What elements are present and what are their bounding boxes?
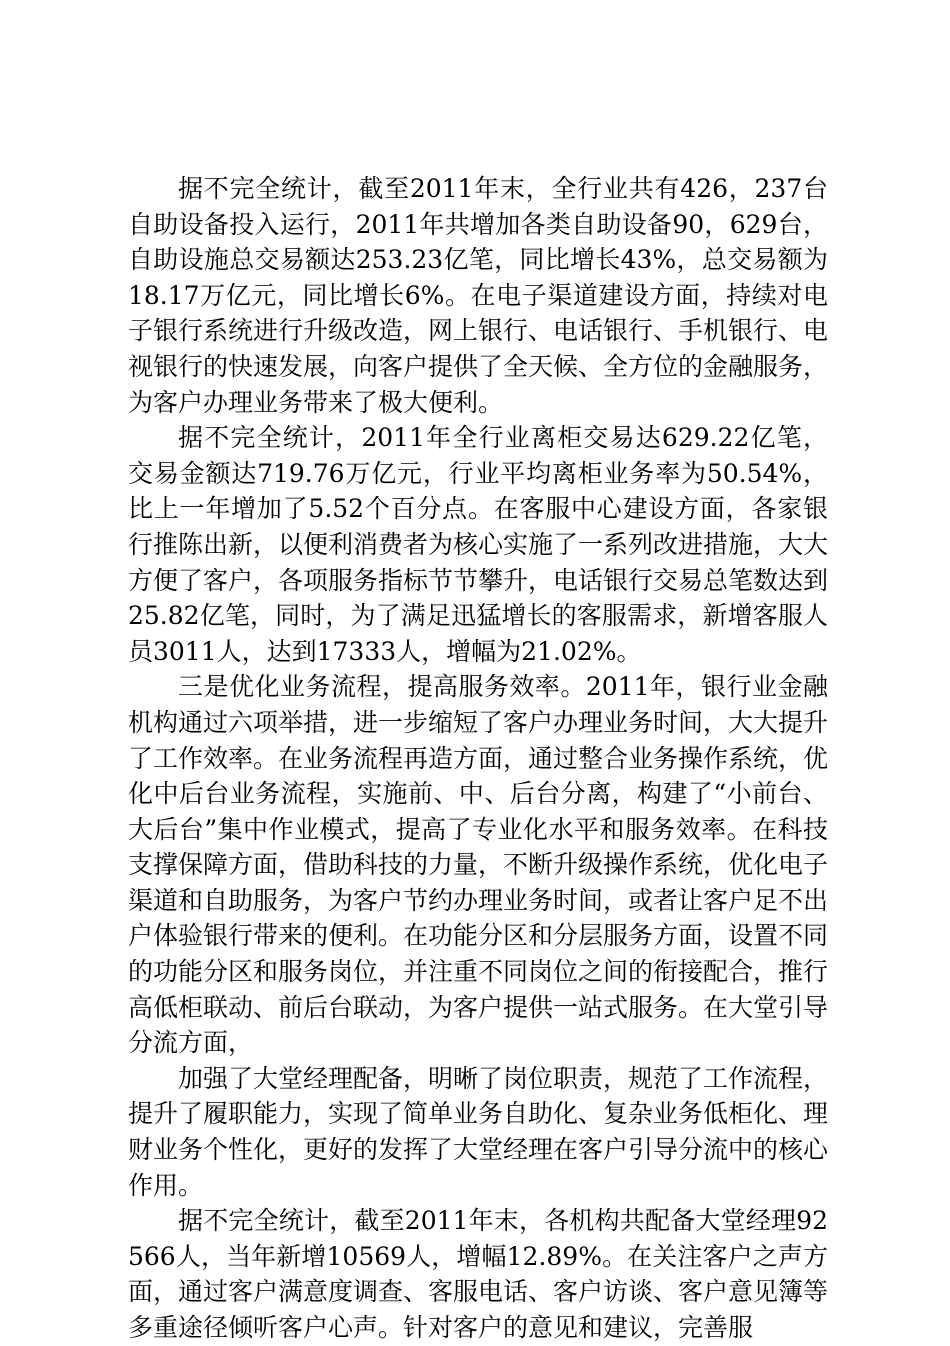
paragraph-offcounter-stats: 据不完全统计，2011年全行业离柜交易达629.22亿笔，交易金额达719.76万亿元，行业平均离柜业务率为50.54%，比上一年增加了5.52个百分点。在客服中心建设方面，各家银行推陈出新，以便利消费者为核心实施了一系列改进措施，大大方便了客户，各项服务指标节节攀升，电话银行交易总笔数达到25.82亿笔，同时，为了满足迅猛增长的客服需求，新增客服人员3011人，达到17333人，增幅为21.02%。 (128, 423, 829, 666)
paragraph-lobby-manager: 加强了大堂经理配备，明晰了岗位职责，规范了工作流程，提升了履职能力，实现了简单业务自助化、复杂业务低柜化、理财业务个性化，更好的发挥了大堂经理在客户引导分流中的核心作用。 (128, 1063, 829, 1200)
paragraph-process-optimization: 三是优化业务流程，提高服务效率。2011年，银行业金融机构通过六项举措，进一步缩短了客户办理业务时间，大大提升了工作效率。在业务流程再造方面，通过整合业务操作系统，优化中后台业务流程，实施前、中、后台分离，构建了“小前台、大后台”集中作业模式，提高了专业化水平和服务效率。在科技支撑保障方面，借助科技的力量，不断升级操作系统，优化电子渠道和自助服务，为客户节约办理业务时间，或者让客户足不出户体验银行带来的便利。在功能分区和分层服务方面，设置不同的功能分区和服务岗位，并注重不同岗位之间的衔接配合，推行高低柜联动、前后台联动，为客户提供一站式服务。在大堂引导分流方面， (128, 672, 829, 1058)
document-body (128, 171, 828, 1346)
paragraph-lobby-manager-stats: 据不完全统计，截至2011年末，各机构共配备大堂经理92566人，当年新增10569人，增幅12.89%。在关注客户之声方面，通过客户满意度调查、客服电话、客户访谈、客户意见簿等多重途径倾听客户心声。针对客户的意见和建议，完善服 (128, 1206, 829, 1342)
paragraph-self-service-stats: 据不完全统计，截至2011年末，全行业共有426，237台自助设备投入运行，2011年共增加各类自助设备90，629台，自助设施总交易额达253.23亿笔，同比增长43%，总交易额为18.17万亿元，同比增长6%。在电子渠道建设方面，持续对电子银行系统进行升级改造，网上银行、电话银行、手机银行、电视银行的快速发展，向客户提供了全天候、全方位的金融服务，为客户办理业务带来了极大便利。 (128, 174, 829, 417)
